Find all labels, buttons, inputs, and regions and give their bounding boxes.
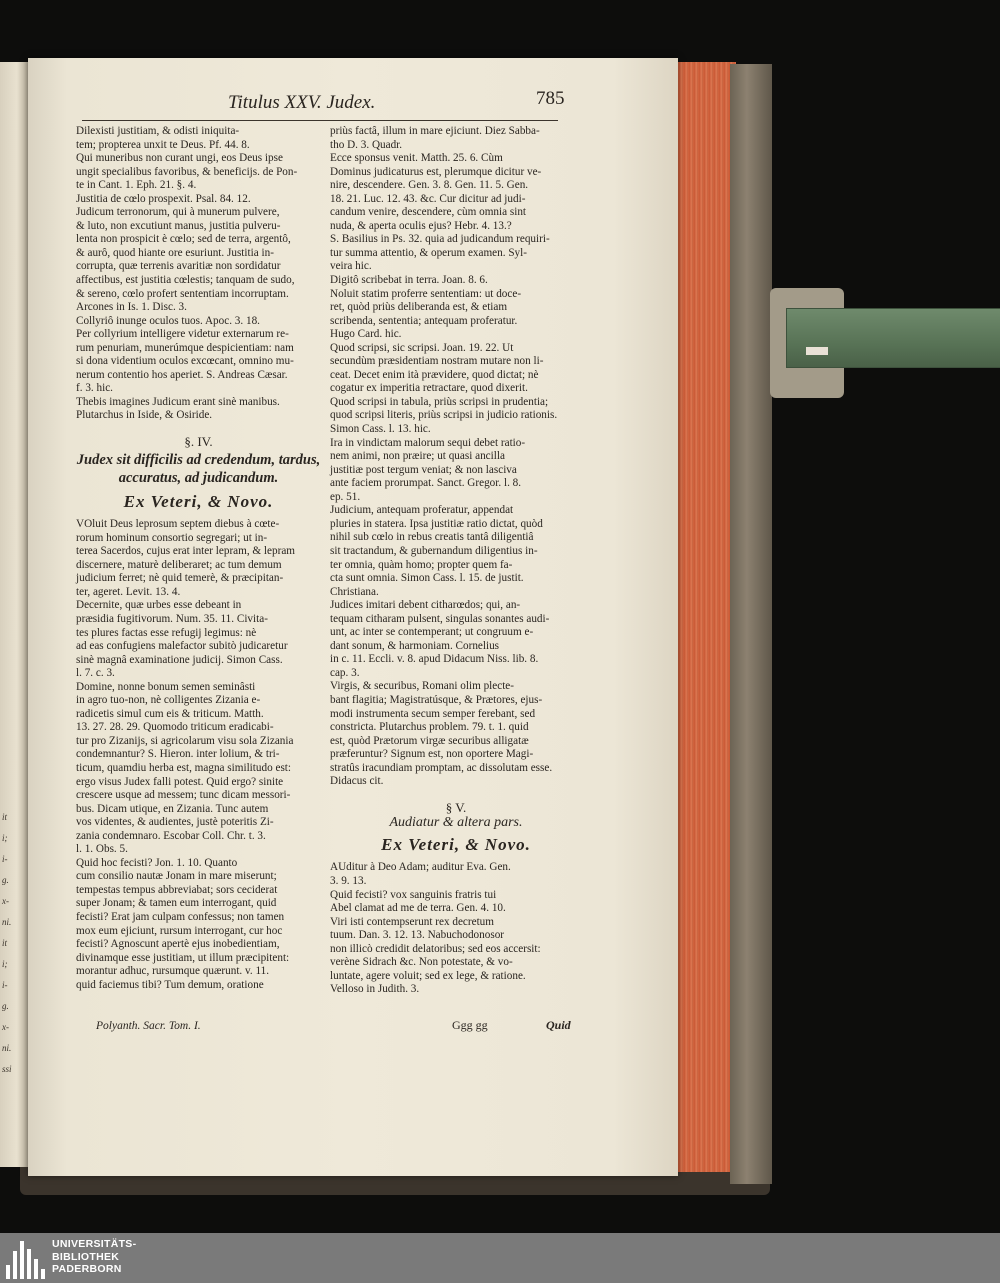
left-page-fragment: ssi [2, 1064, 12, 1074]
text-line: tuum. Dan. 3. 12. 13. Nabuchodonosor [330, 929, 505, 942]
text-line: f. 3. hic. [76, 382, 113, 395]
left-page-fragment: x- [2, 896, 9, 906]
text-line: quod scripsi literis, priùs scripsi in judicio rationis. [330, 409, 558, 422]
text-line: super Jonam; & tamen eum interrogant, quid [76, 897, 277, 910]
text-line: VOluit Deus leprosum septem diebus à cœte- [76, 518, 280, 531]
text-line: præsidia fugitivorum. Num. 35. 11. Civita- [76, 612, 268, 625]
text-line: rorum hominum consortio segregari; ut in- [76, 531, 268, 544]
text-line: ter omnia, quàm homo; propter quem fa- [330, 558, 513, 571]
left-page-fragment: x- [2, 1022, 9, 1032]
text-line: nem animi, non præire; ut quasi ancilla [330, 450, 505, 463]
text-line: l. 1. Obs. 5. [76, 843, 128, 856]
page-number: 785 [536, 88, 565, 109]
clasp-strap [786, 308, 1000, 368]
section-subheading: Ex Veteri, & Novo. [123, 491, 274, 511]
text-line: ret, quòd priùs deliberanda est, & etiam [330, 301, 508, 314]
text-line: Arcones in Is. 1. Disc. 3. [76, 301, 187, 314]
text-line: vos videntes, & audientes, justè poteritis Zi- [76, 816, 274, 829]
text-line: Per collyrium intelligere videtur externarum re- [76, 328, 289, 341]
text-line: fecisti? Erat jam culpam confessus; non tamen [76, 910, 285, 923]
strap-label [806, 347, 828, 355]
text-line: Didacus cit. [330, 775, 384, 788]
text-line: scribenda, sententia; antequam proferatur. [330, 314, 518, 327]
text-line: Virgis, & securibus, Romani olim plecte- [330, 680, 514, 693]
text-line: luntate, agere voluit; sed ex lege, & ratione. [330, 969, 526, 982]
text-line: tur pro Zizanijs, si agricolarum visu sola Zizania [76, 734, 294, 747]
text-line: verène Sidrach &c. Non potestate, & vo- [330, 956, 513, 969]
text-line: & luto, non excutiunt manus, justitia pulveru- [76, 219, 281, 232]
text-line: Velloso in Judith. 3. [330, 983, 420, 996]
section-heading: Judex sit difficilis ad credendum, tardus, accuratus, ad judicandum. [76, 451, 321, 486]
page-fore-edge [668, 62, 736, 1172]
section-subheading: Ex Veteri, & Novo. [381, 834, 531, 854]
text-line: Ira in vindictam malorum sequi debet ratio- [330, 436, 526, 449]
left-page-fragment: it [2, 938, 8, 948]
text-line: AUditur à Deo Adam; auditur Eva. Gen. [330, 861, 511, 874]
header-rule [82, 120, 558, 121]
text-line: Collyriô inunge oculos tuos. Apoc. 3. 18. [76, 314, 260, 327]
section-heading: Audiatur & altera pars. [389, 815, 523, 831]
text-line: 18. 21. Luc. 12. 43. &c. Cur dicitur ad judi- [330, 192, 526, 205]
text-line: constricta. Plutarchus problem. 79. t. 1. quid [330, 721, 529, 734]
left-page-fragment: i; [2, 833, 8, 843]
text-line: terea Sacerdos, cujus erat inter lepram, & lepram [76, 545, 295, 558]
left-page-fragment: g. [2, 875, 9, 885]
text-line: Viri isti contempserunt rex decretum [330, 915, 494, 928]
left-page-fragment: ni. [2, 917, 12, 927]
text-line: sit tractandum, & gubernandum diligentius in- [330, 544, 538, 557]
text-line: ergo visus Judex falli potest. Quid ergo? sinite [76, 775, 284, 788]
text-line: S. Basilius in Ps. 32. quia ad judicandum requiri- [330, 233, 550, 246]
text-line: Justitia de cœlo prospexit. Psal. 84. 12. [76, 192, 251, 205]
left-page-fragment: i- [2, 854, 8, 864]
text-line: ad eas confugiens malefactor subitò judicaretur [76, 640, 288, 653]
text-line: cta sunt omnia. Simon Cass. l. 15. de justit. [330, 572, 524, 585]
text-line: stratûs iracundiam promptam, ac dissolutam esse. [330, 761, 553, 774]
text-line: corrupta, quæ terrenis avaritiæ non sordidatur [76, 260, 281, 273]
catchword: Quid [546, 1018, 571, 1032]
book-board [730, 64, 772, 1184]
text-line: & aurô, quod hiante ore esuriunt. Justitia in- [76, 246, 274, 259]
left-page-fragment: g. [2, 1001, 9, 1011]
text-line: mox eum ejiciunt, rursum interrogant, cur hoc [76, 924, 283, 937]
text-line: Judices imitari debent citharœdos; qui, an- [330, 599, 521, 612]
text-line: in c. 11. Eccli. v. 8. apud Didacum Niss. lib. 8. [330, 653, 539, 666]
text-line: te in Cant. 1. Eph. 21. §. 4. [76, 179, 197, 192]
text-line: affectibus, est justitia cœlestis; tanquam de sudo, [76, 274, 295, 287]
text-line: ungit specialibus favoribus, & beneficijs. de Pon- [76, 165, 298, 178]
footer-title: Polyanth. Sacr. Tom. I. [96, 1020, 201, 1032]
text-line: non illicò credidit delatoribus; sed eos accersit: [330, 942, 541, 955]
running-title: Titulus XXV. Judex. [228, 92, 376, 113]
left-page-fragment: i- [2, 980, 8, 990]
text-line: morantur adhuc, rursumque quærunt. v. 11. [76, 965, 270, 978]
text-line: Thebis imagines Judicum erant sinè manibus. [76, 395, 280, 408]
text-line: tur summa attentio, & operum examen. Syl- [330, 246, 527, 259]
text-line: si dona videntium oculos excœcant, omnino mu- [76, 355, 294, 368]
text-line: tem; propterea unxit te Deus. Pf. 44. 8. [76, 138, 250, 151]
text-line: in agro tuo-non, nè colligentes Zizania e- [76, 694, 261, 707]
text-line: divinamque esse justitiam, ut illum præcipitent: [76, 951, 290, 964]
text-line: Plutarchus in Iside, & Osiride. [76, 409, 213, 422]
text-line: tho D. 3. Quadr. [330, 138, 403, 151]
text-line: ep. 51. [330, 490, 361, 503]
text-line: nihil sub cœlo in rebus creatis tantâ diligentiâ [330, 531, 534, 544]
text-line: ticum, quamdiu herba est, magna similitudo est: [76, 761, 292, 774]
text-line: Hugo Card. hic. [330, 328, 402, 341]
left-column [76, 125, 321, 992]
text-line: tes plures factas esse refugij legimus: nè [76, 626, 257, 639]
text-line: Judicium, antequam proferatur, appendat [330, 504, 514, 517]
text-line: sinè magnâ examinatione judicij. Simon Cass. [76, 653, 283, 666]
text-line: Quod scripsi in tabula, priùs scripsi in prudentia; [330, 395, 549, 408]
text-line: ter, ageret. Levit. 13. 4. [76, 585, 181, 598]
text-line: tequam citharam pulsent, singulas sonantes audi- [330, 612, 550, 625]
text-line: Dominus judicaturus est, plerumque dicitur ve- [330, 165, 542, 178]
text-line: Simon Cass. l. 13. hic. [330, 423, 431, 436]
text-line: nuda, & aperta oculis ejus? Hebr. 4. 13.? [330, 219, 512, 232]
text-line: Noluit statim proferre sententiam: ut doce- [330, 287, 522, 300]
text-line: est, quòd Prætorum virgæ securibus alligatæ [330, 734, 529, 747]
left-column-text-2 [76, 518, 321, 992]
text-line: Digitô scribebat in terra. Joan. 8. 6. [330, 274, 488, 287]
left-page-fragment: i; [2, 959, 8, 969]
text-line: modi instrumenta secum semper ferebant, sed [330, 707, 536, 720]
text-line: Ecce sponsus venit. Matth. 25. 6. Cùm [330, 152, 503, 165]
text-line: bus. Dicam utique, en Zizania. Tunc autem [76, 802, 269, 815]
text-line: 3. 9. 13. [330, 874, 367, 887]
text-line: Christiana. [330, 585, 379, 598]
text-line: cap. 3. [330, 666, 360, 679]
left-column-text [76, 125, 321, 423]
text-line: Abel clamat ad me de terra. Gen. 4. 10. [330, 902, 506, 915]
text-line: discernere, maturè deliberaret; ac tum demum [76, 558, 282, 571]
text-line: ante faciem prorumpat. Sanct. Gregor. l. 8. [330, 477, 522, 490]
text-line: & sereno, cœlo profert sententiam incorruptam. [76, 287, 289, 300]
text-line: tempestas tempus abbreviabat; sors ceciderat [76, 883, 278, 896]
text-line: Domine, nonne bonum semen seminâsti [76, 680, 256, 693]
left-page-fragment: it [2, 812, 8, 822]
text-line: lenta non prospicit è cœlo; sed de terra, argentô, [76, 233, 291, 246]
text-line: zania condemnaro. Escobar Coll. Chr. t. 3. [76, 829, 266, 842]
right-column-text-2 [330, 861, 582, 996]
text-line: 13. 27. 28. 29. Quomodo triticum eradicabi- [76, 721, 274, 734]
left-page-edge [0, 62, 28, 1167]
text-line: judicium ferret; nè quid temerè, & præcipitan- [76, 572, 284, 585]
text-line: secundùm præsidentiam nostram mutare non li- [330, 355, 544, 368]
text-line: pluries in statera. Ipsa justitiæ ratio dictat, quòd [330, 517, 543, 530]
right-column-text [330, 125, 582, 789]
text-line: Quod scripsi, sic scripsi. Joan. 19. 22. Ut [330, 341, 514, 354]
text-line: justitiæ post tergum veniat; & non lasciva [330, 463, 517, 476]
section-number: §. IV. [184, 434, 213, 450]
text-line: Dilexisti justitiam, & odisti iniquita- [76, 125, 240, 137]
text-line: l. 7. c. 3. [76, 667, 115, 680]
text-line: cum consilio nautæ Jonam in mare miserunt; [76, 870, 277, 883]
text-line: Quid fecisti? vox sanguinis fratris tui [330, 888, 497, 901]
text-line: bant flagitia; Magistratúsque, & Prætores, ejus- [330, 693, 543, 706]
text-line: Qui muneribus non curant ungi, eos Deus ipse [76, 152, 283, 165]
text-line: ceat. Decet enim ità prævidere, quod dictat; nè [330, 368, 539, 381]
text-line: præferuntur? Signum est, non oportere Magi- [330, 748, 534, 761]
text-line: fecisti? Agnoscunt apertè ejus inobedientiam, [76, 938, 280, 951]
text-line: Judicum terronorum, qui à munerum pulvere, [76, 206, 280, 219]
text-line: candum venire, descendere, cùm omnia sint [330, 206, 527, 219]
text-line: priùs factâ, illum in mare ejiciunt. Diez Sabba- [330, 125, 540, 137]
text-line: quid faciemus tibi? Tum demum, oratione [76, 978, 264, 991]
text-line: Decernite, quæ urbes esse debeant in [76, 599, 242, 612]
signature-mark: Ggg gg [452, 1018, 488, 1032]
section-number: § V. [445, 799, 467, 815]
text-line: unt, ac inter se contemperant; ut congruum e- [330, 626, 534, 639]
text-line: nerum contentio hos aperiet. S. Andreas Cæsar. [76, 368, 288, 381]
right-column [330, 125, 582, 997]
text-line: dant sonum, & harmoniam. Cornelius [330, 639, 500, 652]
text-line: condemnantur? S. Hieron. inter lolium, & tri- [76, 748, 280, 761]
text-line: cogatur ex imperitia retractare, quod dixerit. [330, 382, 528, 395]
text-line: radicetis simul cum eis & triticum. Matth. [76, 707, 264, 720]
text-line: veira hic. [330, 260, 372, 273]
library-logo-bar [0, 1233, 1000, 1283]
left-page-fragment: ni. [2, 1043, 12, 1053]
text-line: nire, descendere. Gen. 3. 8. Gen. 11. 5. Gen. [330, 179, 529, 192]
library-logo-text: UNIVERSITÄTS- BIBLIOTHEK PADERBORN [52, 1238, 137, 1275]
library-logo-icon [4, 1237, 46, 1279]
text-line: crescere usque ad messem; tunc dicam messori- [76, 789, 291, 802]
text-line: rum penuriam, munerúmque despicientiam: nam [76, 341, 294, 354]
text-line: Quid hoc fecisti? Jon. 1. 10. Quanto [76, 856, 238, 869]
